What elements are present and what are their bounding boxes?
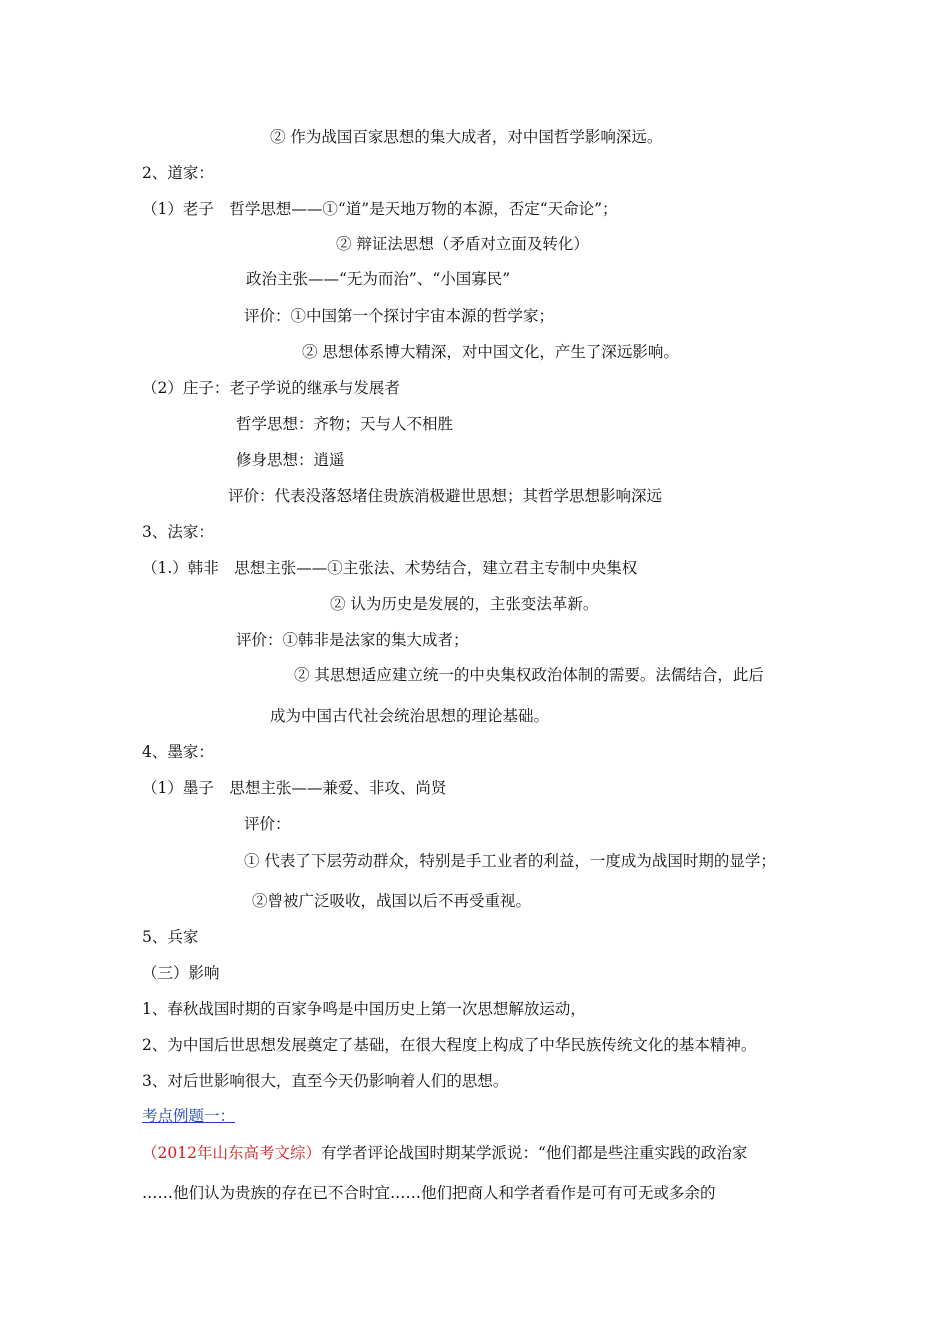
text-line: （2）庄子：老子学说的继承与发展者: [142, 379, 400, 397]
section-heading: 5、兵家: [142, 928, 199, 946]
text-line: ② 作为战国百家思想的集大成者，对中国哲学影响深远。: [270, 128, 663, 146]
example-source: （2012年山东高考文综）: [142, 1144, 321, 1162]
text-line: 修身思想：逍遥: [236, 451, 345, 469]
text-line: 政治主张——“无为而治”、“小国寡民”: [246, 270, 511, 288]
text-line: ② 认为历史是发展的，主张变法革新。: [330, 595, 599, 613]
example-tag: [142, 1105, 235, 1127]
text-line: （1）墨子 思想主张——兼爱、非攻、尚贤: [142, 779, 447, 797]
text-line: 评价：①韩非是法家的集大成者；: [236, 631, 469, 649]
example-question-line: ……他们认为贵族的存在已不合时宜……他们把商人和学者看作是可有可无或多余的: [142, 1184, 716, 1202]
text-line: ② 其思想适应建立统一的中央集权政治体制的需要。法儒结合，此后: [294, 666, 764, 684]
example-text: 有学者评论战国时期某学派说：“他们都是些注重实践的政治家: [320, 1144, 748, 1162]
text-line: ② 思想体系博大精深，对中国文化，产生了深远影响。: [302, 343, 679, 361]
text-line: 评价：: [244, 815, 291, 833]
text-line: ② 辩证法思想（矛盾对立面及转化）: [336, 235, 589, 253]
text-line: ① 代表了下层劳动群众，特别是手工业者的利益，一度成为战国时期的显学；: [244, 852, 776, 870]
section-heading: 2、道家：: [142, 164, 214, 182]
section-heading: 3、法家：: [142, 523, 214, 541]
section-heading: （三）影响: [142, 964, 220, 982]
text-line: 评价：代表没落怒堵住贵族消极避世思想；其哲学思想影响深远: [228, 487, 663, 505]
text-line: 2、为中国后世思想发展奠定了基础，在很大程度上构成了中华民族传统文化的基本精神。: [142, 1036, 757, 1054]
section-heading: 4、墨家：: [142, 743, 214, 761]
text-line: 评价：①中国第一个探讨宇宙本源的哲学家；: [244, 307, 555, 325]
text-line: （1.）韩非 思想主张——①主张法、术势结合，建立君主专制中央集权: [142, 559, 638, 577]
text-line: （1）老子 哲学思想——①“道”是天地万物的本源，否定“天命论”；: [142, 200, 618, 218]
text-line: ②曾被广泛吸收，战国以后不再受重视。: [252, 892, 532, 910]
text-line: 哲学思想：齐物；天与人不相胜: [236, 415, 454, 433]
text-line: 3、对后世影响很大，直至今天仍影响着人们的思想。: [142, 1072, 509, 1090]
example-question-line: [142, 1142, 747, 1164]
text-line: 成为中国古代社会统治思想的理论基础。: [270, 707, 550, 725]
example-tag-label: 考点例题一：: [142, 1107, 236, 1125]
text-line: 1、春秋战国时期的百家争鸣是中国历史上第一次思想解放运动，: [142, 1000, 586, 1018]
